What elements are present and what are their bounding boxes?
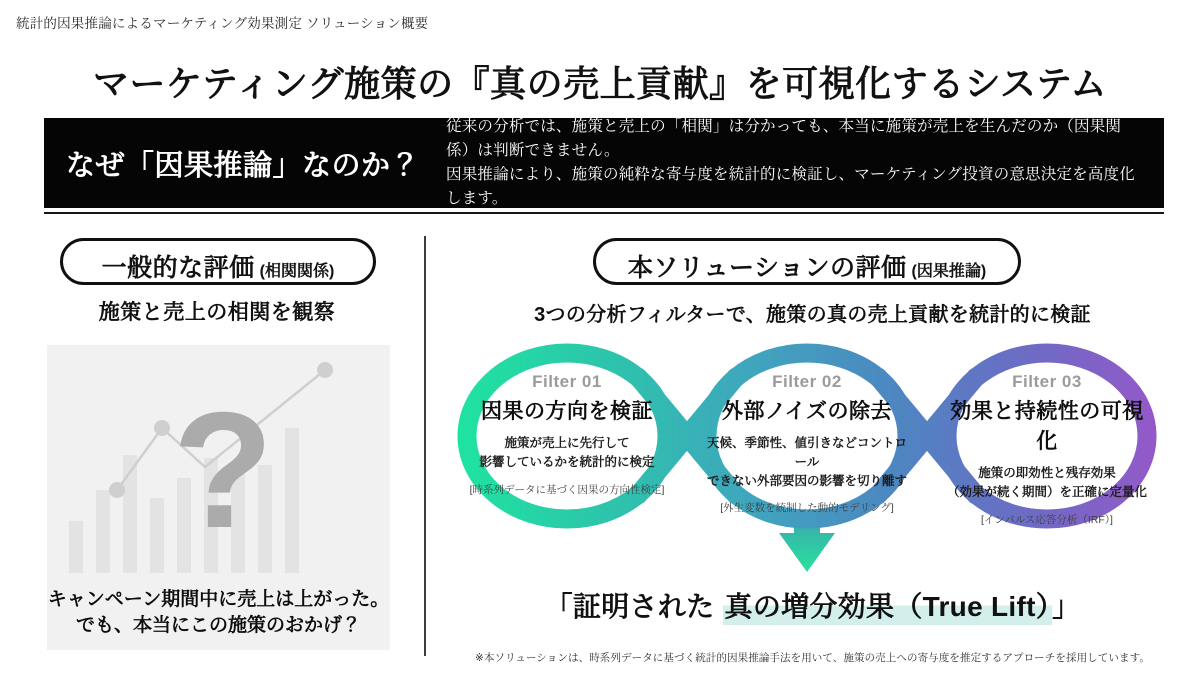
filter-01-body [462,434,672,472]
mini-line-dot [154,420,170,436]
filter-03-title: 効果と持続性の可視化 [950,400,1144,453]
mini-bar [96,490,110,573]
right-panel-subtitle: 3つの分析フィルターで、施策の真の売上貢献を統計的に検証 [534,304,1091,326]
filter-02-method: [外生変数を統制した動的モデリング] [720,502,894,515]
correlation-caption [47,587,390,640]
mini-line-dot [109,482,125,498]
correlation-caption-line2: でも、本当にこの施策のおかげ？ [75,615,361,637]
mini-bar [285,428,299,573]
left-pill-title: 一般的な評価 [101,254,255,282]
filter-01-block [462,372,672,497]
filter-02-body-line1: 天候、季節性、値引きなどコントロール [706,436,907,469]
why-causal-inference-banner [44,118,1164,208]
filter-03-body [942,464,1152,502]
filter-03-block [942,372,1152,527]
filter-01-body-line1: 施策が売上に先行して [504,436,630,450]
banner-heading: なぜ「因果推論」なのか？ [66,149,421,182]
result-highlight: 真の増分効果（True Lift） [723,591,1053,625]
filter-02-block [702,372,912,515]
result-prefix: 「証明された [544,591,723,622]
mini-bar [150,498,164,573]
filter-02-label: Filter 02 [772,372,842,391]
slide-kicker: 統計的因果推論によるマーケティング効果測定 ソリューション概要 [16,16,429,31]
correlation-mini-chart [47,345,390,585]
left-panel-pill [60,238,376,285]
result-suffix: 」 [1052,591,1081,622]
mini-bar [69,521,83,573]
correlation-caption-line1: キャンペーン期間中に売上は上がった。 [47,588,390,610]
filter-01-title: 因果の方向を検証 [481,400,653,423]
right-panel-pill [593,238,1021,285]
filter-03-label: Filter 03 [1012,372,1082,391]
mini-line-dot [317,362,333,378]
banner-underline [44,212,1164,214]
right-pill-note: (因果推論) [911,263,987,280]
left-pill-note: (相関関係) [259,263,335,280]
question-mark-glyph: ? [172,378,274,562]
true-lift-result [440,585,1185,625]
solution-footnote: ※本ソリューションは、時系列データに基づく統計的因果推論手法を用いて、施策の売上への寄与度を推定するアプローチを採用しています。 [475,652,1150,664]
banner-body [446,115,1142,211]
filter-01-body-line2: 影響しているかを統計的に検定 [479,454,655,469]
filter-02-title: 外部ノイズの除去 [722,400,892,423]
filter-02-body [702,434,912,490]
banner-body-line1: 従来の分析では、施策と売上の「相関」は分かっても、本当に施策が売上を生んだのか（因果関係）は判断できません。 [446,117,1122,159]
correlation-illustration-box [47,345,390,650]
right-pill-title: 本ソリューションの評価 [627,254,907,282]
page-title: マーケティング施策の『真の売上貢献』を可視化するシステム [92,63,1108,104]
filter-01-method: [時系列データに基づく因果の方向性検定] [469,483,665,496]
column-divider [424,236,426,656]
filter-02-body-line2: できない外部要因の影響を切り離す [706,473,907,488]
left-panel-subtitle: 施策と売上の相関を観察 [98,301,336,324]
filter-03-body-line1: 施策の即効性と残存効果 [978,466,1116,480]
filter-03-method: [インパルス応答分析（IRF）] [981,513,1113,526]
filter-03-body-line2: （効果が続く期間）を正確に定量化 [946,484,1147,499]
banner-body-line2: 因果推論により、施策の純粋な寄与度を統計的に検証し、マーケティング投資の意思決定を高度化します。 [446,166,1135,208]
filter-01-label: Filter 01 [532,372,602,391]
